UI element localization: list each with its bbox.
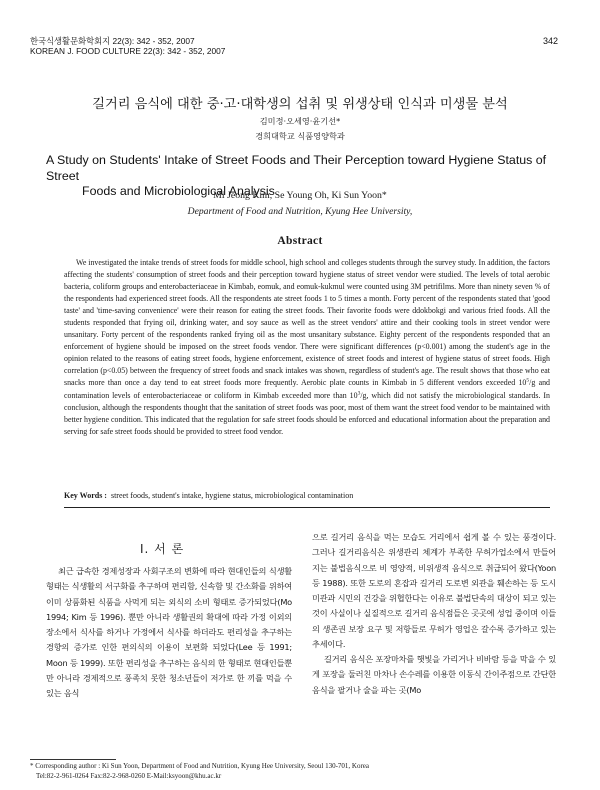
authors-korean: 김미정·오세영·윤기선* [259, 116, 341, 126]
section-heading: I. 서 론 [140, 542, 185, 556]
abstract-text-3: /g, which did not satisfy the microbiological standards. In conclusion, although the respondents thought that the sanitation of street foods was poor, most of them want the street food vendor to be maintained with better hygiene condition. This indicated that the regulation for safe street foods should be enforced and educational information about the preparation and serving for safe street foods should be provided to street food vendor. [64, 390, 550, 436]
left-column [46, 564, 292, 701]
footnote-email: E-Mail:ksyoon@khu.ac.kr [146, 771, 222, 780]
intro-paragraph-2: 으로 길거리 음식을 먹는 모습도 거리에서 쉽게 볼 수 있는 풍경이다. 그러나 길거리음식은 위생관리 체계가 부족한 무허가업소에서 만들어지는 불법음식으로 비 영양적, 비위생적 음식으로 취급되어 왔다(Yoon 등 1988). 또한 도로의 혼잡과 길거리 도로변 외관을 훼손하는 등 도시미관과 시민의 건강을 위협한다는 이유로 불법단속의 대상이 되고 있는 것이 사실이나 실질적으로 길거리 음식점들은 곳곳에 성업 중이며 이들의 생존권 보장 요구 및 저항들로 무허가 영업은 갈수록 증가하고 있는 추세이다. [312, 532, 556, 649]
intro-paragraph-1: 최근 급속한 경제성장과 사회구조의 변화에 따라 현대인들의 식생활 형태는 식생활의 서구화를 추구하며 편리함, 신속함 및 간소화를 위하여 이미 상품화된 식품을 사먹게 되는 외식의 소비 형태로 증가되었다(Mo 1994; Kim 등 1996). 뿐만 아니라 생활권의 확대에 따라 가정 이외의 장소에서 식사를 하거나 가정에서 식사를 하더라도 편리성을 추구하는 경향의 증가로 인한 편의식의 이용이 보편화 되었다(Lee 등 1991; Moon 등 1999). 또한 편리성을 추구하는 음식의 한 형태로 현대인들뿐만 아니라 경제적으로 풍족치 못한 청소년들이 저가로 한 끼를 먹을 수 있는 음식 [46, 566, 292, 698]
title-line-1: A Study on Students' Intake of Street Foods and Their Perception toward Hygiene Status of Street [46, 153, 547, 183]
keywords-text: street foods, student's intake, hygiene status, microbiological contamination [110, 491, 354, 500]
right-column [312, 530, 556, 698]
journal-line-ko [30, 36, 225, 46]
affiliation-english: Department of Food and Nutrition, Kyung Hee University, [187, 206, 413, 217]
journal-citation-en: 22(3): 342 - 352, 2007 [143, 46, 226, 56]
journal-citation-ko: 22(3): 342 - 352, 2007 [112, 36, 195, 46]
journal-header [30, 36, 225, 56]
journal-line-en [30, 46, 225, 56]
abstract-text-2: /g and contamination levels of enterobacteriaceae or coliform in Kimbab exceeded more than 10 [64, 378, 550, 400]
paper-title-korean: 길거리 음식에 대한 중·고·대학생의 섭취 및 위생상태 인식과 미생물 분석 [92, 97, 508, 112]
abstract-divider [64, 507, 550, 508]
footnote-line-1: * Corresponding author : Ki Sun Yoon, Department of Food and Nutrition, Kyung Hee University, Seoul 130-701, Korea [30, 762, 370, 770]
affiliation-korean: 경희대학교 식품영양학과 [255, 131, 345, 141]
journal-name-en: KOREAN J. FOOD CULTURE [30, 46, 141, 56]
keywords-label: Key Words : [64, 491, 107, 500]
footnote-line-2 [30, 772, 369, 782]
footnote [30, 762, 369, 781]
abstract-heading: Abstract [277, 235, 323, 247]
journal-name-ko: 한국식생활문화학회지 [30, 36, 111, 46]
footnote-fax: Fax:82-2-968-0260 [90, 771, 145, 780]
superscript-1: 5 [526, 377, 530, 384]
superscript-2: 3 [357, 389, 361, 396]
footnote-divider [30, 759, 116, 760]
intro-paragraph-3: 길거리 음식은 포장마차를 햇빛을 가리거나 비바람 등을 막을 수 있게 포장을 둘러친 마차나 손수레를 이용한 이동식 간이주점으로 간단한 음식을 팔거나 술을 파는 곳(Mo [312, 654, 556, 695]
page-number: 342 [542, 36, 558, 46]
footnote-tel: Tel:82-2-961-0264 [36, 771, 89, 780]
title-line-2: Foods and Microbiological Analysis [82, 184, 275, 198]
abstract-body [64, 257, 550, 438]
authors-english: Mi Jeong Kim, Se Young Oh, Ki Sun Yoon* [213, 190, 387, 201]
abstract-text-1: We investigated the intake trends of street foods for middle school, high school and colleges students through the survey study. In addition, the factors affecting the students' consumption of street foods and their perception toward hygiene status of street vendor were studied. The levels of total aerobic bacteria, coliform groups and enterobacteriaceae in Kimbab, eomuk, and eomuk-kukmul were counted using 3M petrifilms. More than ninety seven % of the respondents had experienced street foods. All the respondents ate street foods 1 to 5 times a month. Forty percent of the respondents stated that 'good taste' and 'time-saving convenience' were their reason for eating the street foods. Their favorite foods were ddokbokgi and various fried foods. All the students responded that frying oil, drinking water, and soy sauce as well as the street vendors' attire and their cooking tools in street vendor were unsanitary. Forty percent of the respondents ranked frying oil as the most unsanitary substance. Eighty percent of the respondents responded that an enforcement of hygiene should be imposed on the street foods vendor. There were significant differences (p<0.001) among the student's age in the opinion related to the reasons of eating street foods, hygiene enforcement, existence of street foods and interest of hygiene status of street foods. High correlation (p<0.05) between the frequency of street foods and snack intakes was shown, regardless of student's age. The result shows that those who eat snacks more than once a day tend to eat street foods more frequently. Aerobic plate counts in Kimbab in 5 different vendors exceeded 10 [64, 258, 550, 388]
keywords [64, 491, 353, 500]
